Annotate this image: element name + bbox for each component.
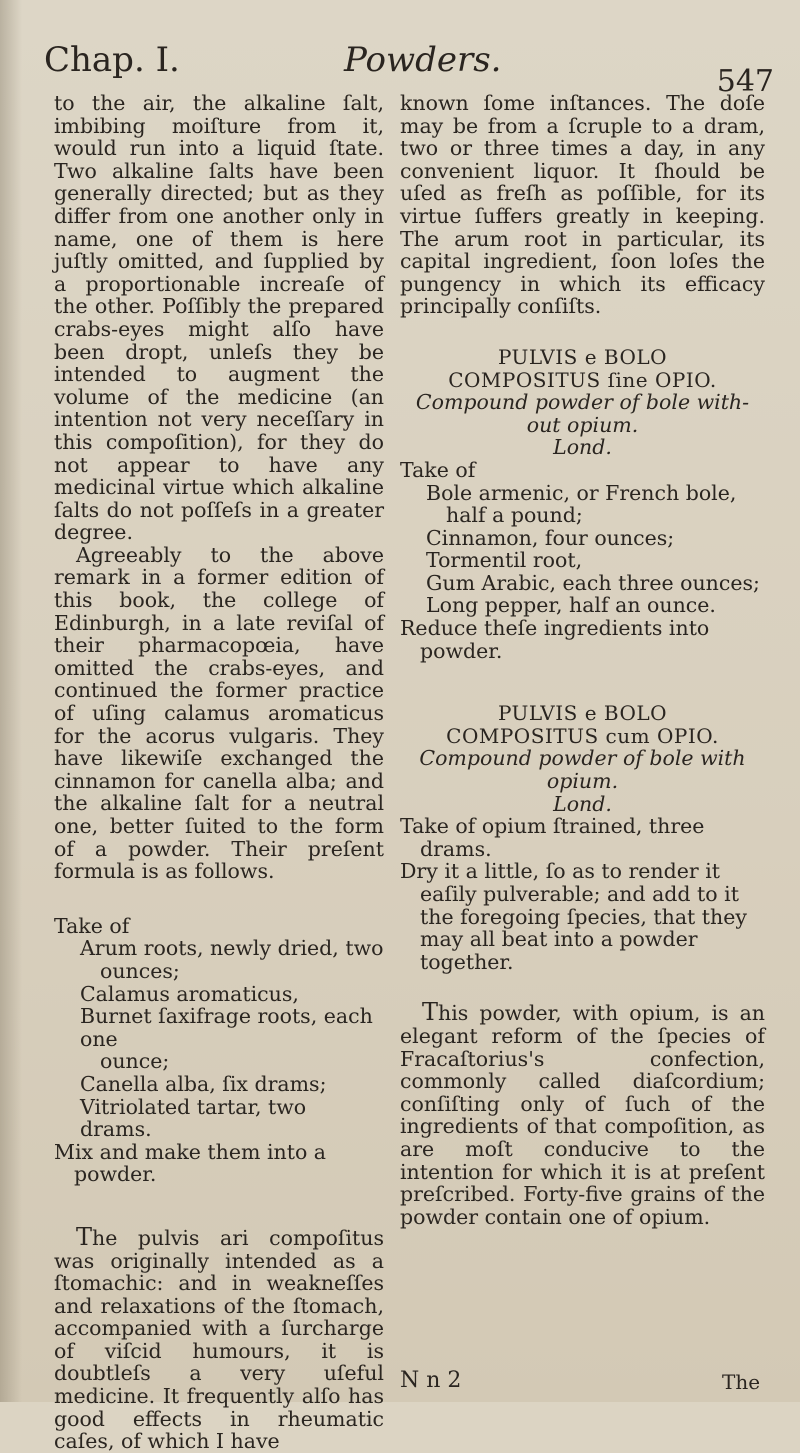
recipe-subtitle-2: opium. [546,769,619,794]
recipe-subtitle-2: out opium. [526,412,639,437]
mix-instruction: Mix and make them into a powder. [54,1139,327,1187]
recipe-title-2: COMPOSITUS ſine OPIO. [448,367,717,392]
ingredient-item: Cinnamon, four ounces; [426,525,675,550]
reduce-instruction: Reduce theſe ingredients into powder. [400,616,710,663]
ingredient-item: Long pepper, half an ounce. [426,593,716,618]
signature-mark: N n 2 [400,1368,462,1393]
page-gutter-shadow [0,0,22,1402]
right-paragraph-2: This powder, with opium, is an elegant reform of the ſpecies of Fracaſtorius's confection, commonly called diaſcordium; conſiſting only of ſuch of the ingredients of that compoſition, as are moſt conducive to the intention for which it is at preſent preſcribed. Forty-five grains of the powder contain one of opium. [400,998,765,1229]
page-number: 547 [716,64,774,99]
recipe-source: Lond. [553,435,612,460]
take-of-label: Take of [54,913,130,938]
ingredient-list [54,937,384,1140]
left-paragraph-3: The pulvis ari compoſitus was originally intended as a ſtomachic: and in weakneſſes and relaxations of the ſtomach, accompanied with a ſurcharge of viſcid humours, it is doubtleſs a very uſeful medicine. It frequently alſo has good effects in rheumatic caſes, of which I have [54,1222,384,1453]
catchword: The [722,1370,761,1394]
take-instruction: Take of opium ſtrained, three drams. [400,814,705,861]
right-column [400,92,765,1228]
ingredient-item: Burnet ſaxifrage roots, each one ounce; [80,1004,373,1074]
recipe-title: PULVIS e BOLO [497,344,668,369]
ingredient-item: Canella alba, ſix drams; [80,1071,327,1096]
recipe-title-2: COMPOSITUS cum OPIO. [446,723,719,748]
right-paragraph-1: known ſome inſtances. The doſe may be from a ſcruple to a dram, two or three times a day, in any convenient liquor. It ſhould be uſed as freſh as poſſible, for its virtue ſuffers greatly in keeping. The arum root in particular, its capital ingredient, ſoon loſes the pungency in which its efficacy principally conſiſts. [400,91,765,319]
ingredient-item: Bole armenic, or French bole, half a pound; [426,480,737,528]
ingredient-item: Tormentil root, [426,548,583,573]
take-of-label: Take of [400,457,476,482]
recipe-source: Lond. [553,791,612,816]
running-title: Powders. [344,40,502,80]
ingredient-item: Vitriolated tartar, two drams. [80,1094,307,1142]
dry-instruction: Dry it a little, ſo as to render it eaſily pulverable; and add to it the foregoing ſpecies, that they may all beat into a powder together. [400,859,747,974]
recipe-bole-with-opium [400,702,765,973]
ingredient-list [400,482,765,618]
recipe-bole-without-opium [400,346,765,662]
ingredient-item: Arum roots, newly dried, two ounces; [80,936,384,983]
left-paragraph-1: to the air, the alkaline ſalt, imbibing moiſture from it, would run into a liquid ſtate. Two alkaline ſalts have been generally directed; but as they differ from one another only in name, one of them is here juſtly omitted, and ſupplied by a proportionable increaſe of the other. Poſſibly the prepared crabs-eyes might alſo have been dropt, unleſs they be intended to augment the volume of the medicine (an intention not very neceſſary in this compoſition), for they do not appear to have any medicinal virtue which alkaline ſalts do not poſſeſs in a greater degree. [54,91,384,545]
chapter-label: Chap. I. [44,40,180,80]
recipe-subtitle: Compound powder of bole with- [415,390,750,415]
ingredient-item: Gum Arabic, each three ounces; [426,570,760,595]
ingredient-item: Calamus aromaticus, [80,981,299,1006]
left-column [54,92,384,1453]
recipe-title: PULVIS e BOLO [497,701,668,726]
left-paragraph-2: Agreeably to the above remark in a former edition of this book, the college of Edinburgh, in a late reviſal of their pharmacopœia, have omitted the crabs-eyes, and continued the former practice of uſing calamus aromaticus for the acorus vulgaris. They have likewiſe exchanged the cinnamon for canella alba; and the alkaline ſalt for a neutral one, better ſuited to the form of a powder. Their preſent formula is as follows. [54,542,384,884]
recipe-subtitle: Compound powder of bole with [419,746,746,771]
